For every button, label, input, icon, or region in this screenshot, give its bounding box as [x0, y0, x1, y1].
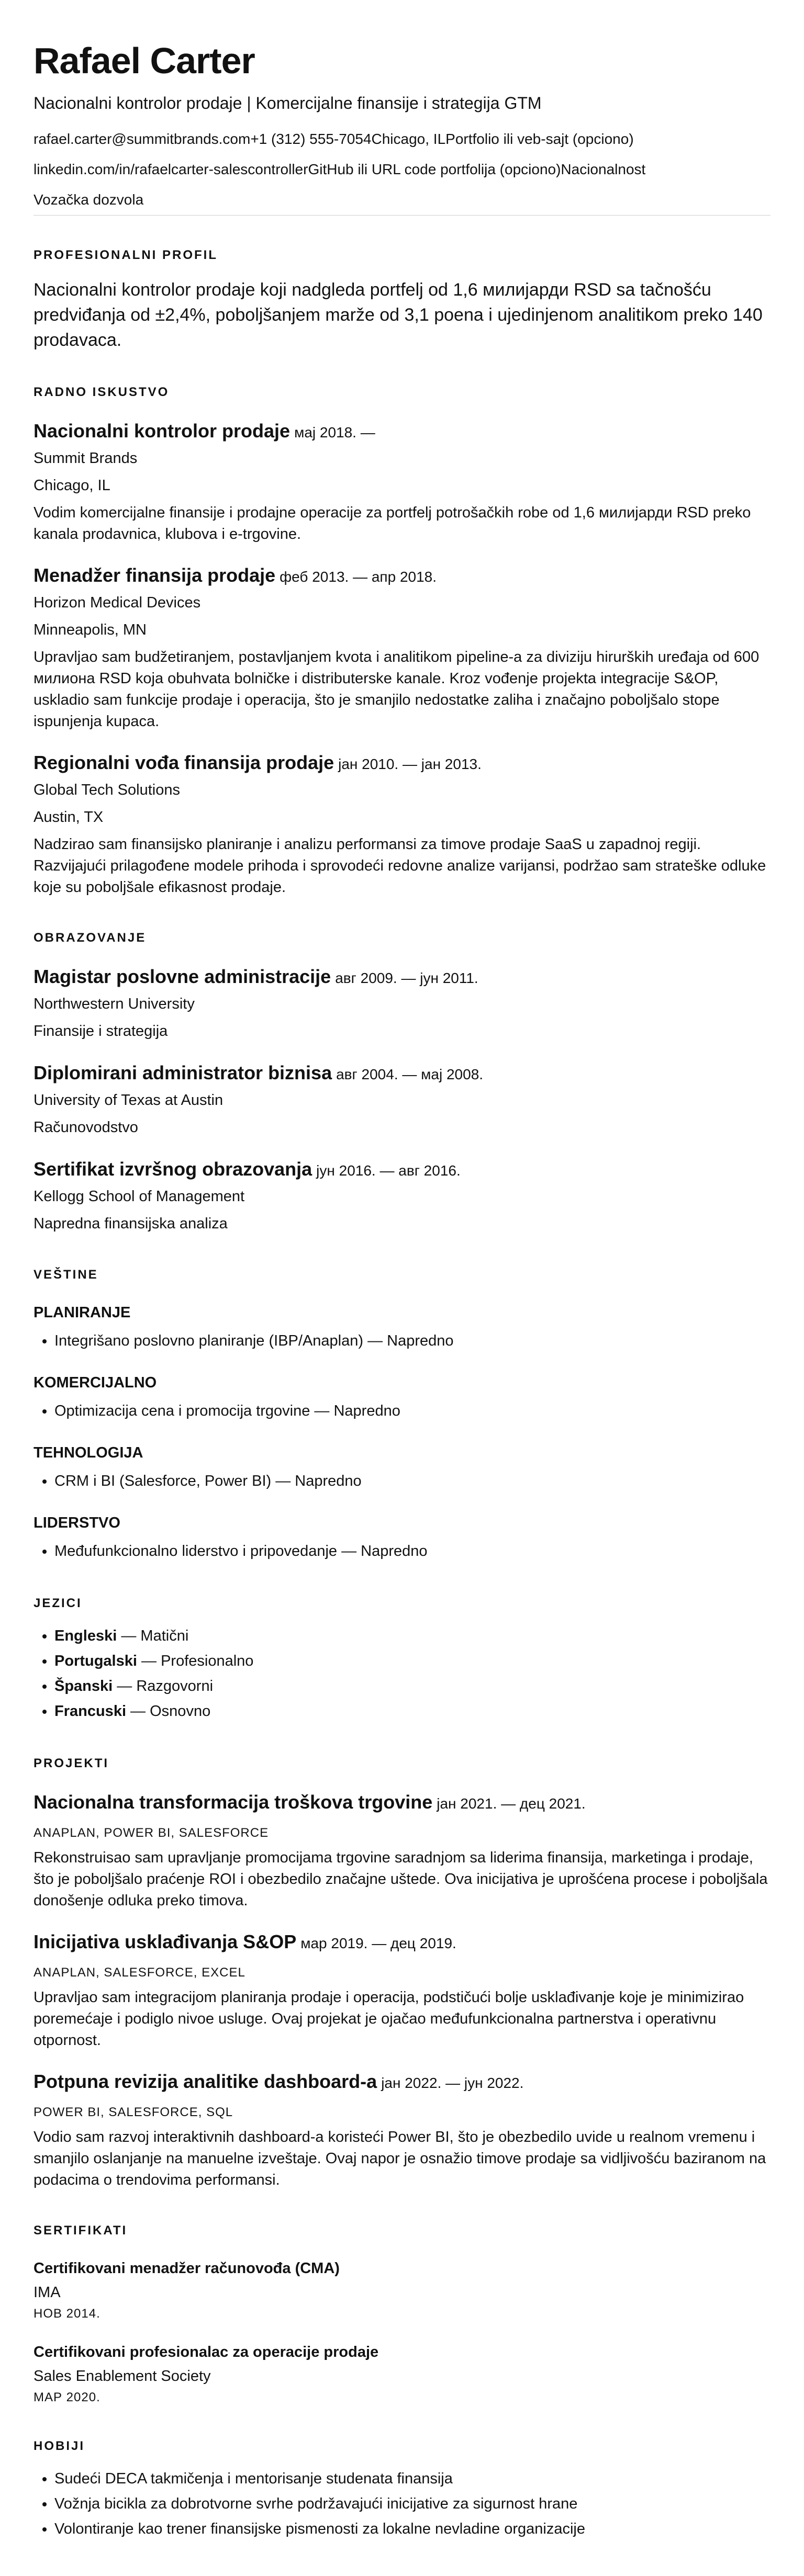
field-of-study: Računovodstvo [34, 1118, 138, 1136]
language-item: • Engleski — Matični [54, 1623, 770, 1648]
language-item: • Francuski — Osnovno [54, 1699, 770, 1724]
contact-line-2 [34, 154, 770, 185]
education-heading: OBRAZOVANJE [34, 930, 147, 945]
project-dates: мар 2019. — дец 2019. [300, 1935, 456, 1951]
contact-phone[interactable]: +1 (312) 555-7054 [250, 130, 372, 147]
job-description: Vodim komercijalne finansije i prodajne operacije za portfelj potrošačkih robe od 1,6 милијарди RSD preko kanala prodavnica, klubova i e-trgovine. [34, 504, 751, 543]
degree-dates: авг 2004. — мај 2008. [336, 1066, 484, 1082]
project-title: Potpuna revizija analitike dashboard-a [34, 2070, 377, 2092]
project-entry [34, 2070, 770, 2191]
job-location: Chicago, IL [34, 477, 110, 494]
language-list [34, 1623, 770, 1724]
school-name: Kellogg School of Management [34, 1188, 245, 1205]
field-of-study: Finansije i strategija [34, 1022, 168, 1040]
education-entry [34, 1061, 770, 1139]
language-item: • Portugalski — Profesionalno [54, 1648, 770, 1674]
certificate-date: НОВ 2014. [34, 2306, 100, 2321]
job-location: Minneapolis, MN [34, 621, 147, 638]
education-entry [34, 1158, 770, 1235]
skill-item: • Međufunkcionalno liderstvo i pripovedanje — Napredno [54, 1539, 770, 1564]
language-level: Osnovno [150, 1702, 211, 1720]
language-name: Engleski [54, 1627, 117, 1644]
projects-heading: PROJEKTI [34, 1756, 109, 1770]
project-dates: јан 2022. — јун 2022. [381, 2074, 524, 2091]
language-name: Španski [54, 1677, 113, 1694]
experience-heading: RADNO ISKUSTVO [34, 385, 170, 399]
project-dates: јан 2021. — дец 2021. [437, 1795, 586, 1812]
skill-item: • Integrišano poslovno planiranje (IBP/Anaplan) — Napredno [54, 1328, 770, 1353]
language-item: • Španski — Razgovorni [54, 1674, 770, 1699]
candidate-title: Nacionalni kontrolor prodaje | Komercijalne finansije i strategija GTM [34, 94, 542, 112]
contact-block [34, 124, 770, 215]
project-entry [34, 1791, 770, 1912]
skill-list [34, 1398, 770, 1423]
contact-line-1 [34, 124, 770, 154]
project-title: Inicijativa usklađivanja S&OP [34, 1930, 297, 1952]
skill-category: LIDERSTVO [34, 1514, 120, 1531]
hobbies-heading: HOBIJI [34, 2438, 85, 2453]
field-of-study: Napredna finansijska analiza [34, 1215, 228, 1232]
skill-list [34, 1328, 770, 1353]
job-title: Regionalni vođa finansija prodaje [34, 751, 334, 773]
skill-item: • Optimizacija cena i promocija trgovine — Napredno [54, 1398, 770, 1423]
skill-category: PLANIRANJE [34, 1304, 131, 1321]
languages-heading: JEZICI [34, 1596, 82, 1610]
certificate-date: МАР 2020. [34, 2390, 100, 2404]
contact-nationality: Nacionalnost [561, 161, 646, 177]
degree-dates: авг 2009. — јун 2011. [335, 969, 478, 986]
contact-drivers-license: Vozačka dozvola [34, 191, 144, 208]
job-description: Nadzirao sam finansijsko planiranje i analizu performansi za timove prodaje SaaS u zapadnoj regiji. Razvijajući prilagođene modele prihoda i sprovodeći redovne analize varijansi, podržao sam strateške odluke koje su poboljšale efikasnost prodaje. [34, 835, 766, 896]
skill-list [34, 1539, 770, 1564]
school-name: Northwestern University [34, 995, 195, 1012]
job-title: Nacionalni kontrolor prodaje [34, 420, 291, 442]
certificate-title: Certifikovani menadžer računovođa (CMA) [34, 2259, 340, 2277]
skill-item: • CRM i BI (Salesforce, Power BI) — Napredno [54, 1468, 770, 1494]
skill-category: TEHNOLOGIJA [34, 1444, 143, 1461]
contact-github[interactable]: GitHub ili URL code portfolija (opciono) [308, 161, 561, 177]
language-level: Profesionalno [161, 1652, 254, 1669]
hobby-item: • Volontiranje kao trener finansijske pismenosti za lokalne nevladine organizacije [54, 2516, 770, 2541]
project-title: Nacionalna transformacija troškova trgovine [34, 1791, 433, 1813]
education-entry [34, 965, 770, 1043]
project-description: Vodio sam razvoj interaktivnih dashboard-a koristeći Power BI, što je obezbedilo uvide u realnom vremenu i smanjilo oslanjanje na manuelne izveštaje. Ovaj napor je osnažio timove prodaje sa vidljivošću baziranom na podacima o trendovima performansi. [34, 2128, 766, 2188]
job-company: Global Tech Solutions [34, 781, 180, 798]
school-name: University of Texas at Austin [34, 1091, 224, 1109]
job-dates: јан 2010. — јан 2013. [338, 755, 482, 772]
contact-portfolio[interactable]: Portfolio ili veb-sajt (opciono) [445, 130, 634, 147]
language-name: Portugalski [54, 1652, 137, 1669]
contact-email[interactable]: rafael.carter@summitbrands.com [34, 130, 251, 147]
degree-title: Diplomirani administrator biznisa [34, 1061, 332, 1083]
certificates-heading: SERTIFIKATI [34, 2223, 128, 2238]
certificate-entry [34, 2342, 770, 2406]
degree-title: Sertifikat izvršnog obrazovanja [34, 1158, 312, 1180]
job-company: Horizon Medical Devices [34, 594, 201, 611]
experience-entry [34, 751, 770, 898]
job-description: Upravljao sam budžetiranjem, postavljanjem kvota i analitikom pipeline-a za diviziju hirurških uređaja od 600 милиона RSD koja obuhvata bolničke i distributerske kanale. Kroz vođenje projekta integracije S&OP, uskladio sam funkcije prodaje i operacija, što je smanjilo nedostatke zaliha i značajno poboljšalo stope ispunjenja kupaca. [34, 648, 760, 730]
experience-entry [34, 564, 770, 732]
job-location: Austin, TX [34, 808, 104, 826]
experience-entry [34, 420, 770, 545]
job-title: Menadžer finansija prodaje [34, 564, 276, 586]
skills-heading: VEŠTINE [34, 1267, 98, 1282]
job-company: Summit Brands [34, 449, 138, 467]
skill-category: KOMERCIJALNO [34, 1374, 157, 1391]
project-description: Upravljao sam integracijom planiranja prodaje i operacija, podstičući bolje usklađivanje koje je minimizirao poremećaje i podiglo nivoe usluge. Ovaj projekat je ojačao međufunkcionalna partnerstva i operativnu otpornost. [34, 1989, 744, 2049]
hobby-item: • Sudeći DECA takmičenja i mentorisanje studenata finansija [54, 2466, 770, 2491]
certificate-title: Certifikovani profesionalac za operacije prodaje [34, 2343, 379, 2360]
project-tags: POWER BI, SALESFORCE, SQL [34, 2105, 233, 2119]
profile-heading: PROFESIONALNI PROFIL [34, 247, 218, 262]
project-tags: ANAPLAN, POWER BI, SALESFORCE [34, 1825, 269, 1840]
contact-line-3 [34, 185, 770, 215]
profile-summary: Nacionalni kontrolor prodaje koji nadgleda portfelj od 1,6 милијарди RSD sa tačnošću predviđanja od ±2,4%, poboljšanjem marže od 3,1 poena i ujedinjenom analitikom preko 140 prodavaca. [34, 279, 763, 350]
degree-title: Magistar poslovne administracije [34, 965, 331, 987]
project-entry [34, 1930, 770, 2051]
contact-location: Chicago, IL [371, 130, 446, 147]
contact-linkedin[interactable]: linkedin.com/in/rafaelcarter-salescontroller [34, 161, 308, 177]
candidate-name: Rafael Carter [34, 40, 255, 81]
skill-list [34, 1468, 770, 1494]
language-level: Matični [140, 1627, 189, 1644]
hobby-list [34, 2466, 770, 2541]
project-tags: ANAPLAN, SALESFORCE, EXCEL [34, 1965, 245, 1980]
header-divider [34, 215, 770, 216]
project-description: Rekonstruisao sam upravljanje promocijama trgovine saradnjom sa liderima finansija, marketinga i prodaje, što je poboljšalo praćenje ROI i obezbedilo značajne uštede. Ova inicijativa je uprošćena procese i poboljšala donošenje odluka preko timova. [34, 1849, 768, 1909]
certificate-issuer: IMA [34, 2284, 61, 2301]
language-level: Razgovorni [136, 1677, 214, 1694]
certificate-entry [34, 2258, 770, 2323]
job-dates: феб 2013. — апр 2018. [280, 568, 437, 585]
hobby-item: • Vožnja bicikla za dobrotvorne svrhe podržavajući inicijative za sigurnost hrane [54, 2491, 770, 2516]
certificate-issuer: Sales Enablement Society [34, 2367, 211, 2385]
language-name: Francuski [54, 1702, 126, 1720]
job-dates: мај 2018. — [294, 424, 375, 440]
degree-dates: јун 2016. — авг 2016. [316, 1162, 461, 1179]
